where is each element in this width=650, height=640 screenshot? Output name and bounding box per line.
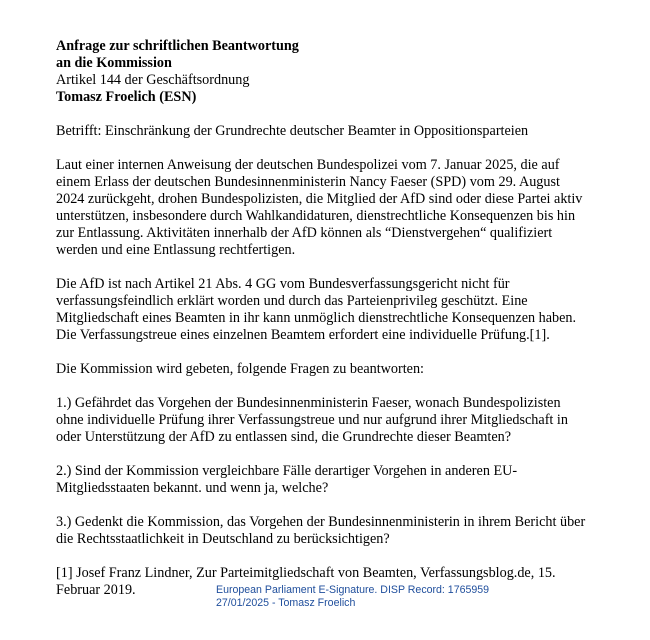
paragraph-1 — [56, 157, 616, 259]
footnote-line: [1] Josef Franz Lindner, Zur Parteimitgliedschaft von Beamten, Verfassungsblog.de, 15. — [56, 565, 556, 581]
question-3-line: 3.) Gedenkt die Kommission, das Vorgehen der Bundesinnenministerin in ihrem Bericht über — [56, 514, 586, 530]
header-rule-reference: Artikel 144 der Geschäftsordnung — [56, 72, 250, 88]
header-line-1: Anfrage zur schriftlichen Beantwortung — [56, 38, 299, 54]
document-body — [56, 38, 616, 599]
question-3 — [56, 514, 616, 548]
paragraph-2 — [56, 276, 616, 344]
paragraph-2-line: verfassungsfeindlich erklärt worden und durch das Parteienprivileg geschützt. Eine — [56, 293, 528, 309]
questions-intro-text: Die Kommission wird gebeten, folgende Fragen zu beantworten: — [56, 361, 424, 377]
header-line-2: an die Kommission — [56, 55, 172, 71]
subject-text: Betrifft: Einschränkung der Grundrechte deutscher Beamter in Oppositionsparteien — [56, 123, 529, 139]
paragraph-1-line: unterstützen, insbesondere durch Wahlkandidaturen, dienstrechtliche Konsequenzen bis hin — [56, 208, 576, 224]
e-signature-stamp — [216, 584, 489, 610]
paragraph-1-line: 2024 zurückgeht, drohen Bundespolizisten, die Mitglied der AfD sind oder diese Partei aktiv — [56, 191, 583, 207]
subject-line — [56, 123, 616, 140]
paragraph-2-line: Die Verfassungstreue eines einzelnen Beamtem erfordert eine individuelle Prüfung.[1]. — [56, 327, 550, 343]
paragraph-1-line: zur Entlassung. Aktivitäten innerhalb der AfD können als “Dienstvergehen“ qualifiziert — [56, 225, 553, 241]
paragraph-1-line: Laut einer internen Anweisung der deutschen Bundespolizei vom 7. Januar 2025, die auf — [56, 157, 560, 173]
paragraph-2-line: Die AfD ist nach Artikel 21 Abs. 4 GG vom Bundesverfassungsgericht nicht für — [56, 276, 510, 292]
author-name: Tomasz Froelich (ESN) — [56, 89, 197, 105]
e-signature-record: European Parliament E-Signature. DISP Record: 1765959 — [216, 584, 490, 596]
document-header — [56, 38, 616, 106]
question-1-line: oder Unterstützung der AfD zu entlassen sind, die Grundrechte dieser Beamten? — [56, 429, 512, 445]
question-1-line: ohne individuelle Prüfung ihrer Verfassungstreue und nur aufgrund ihrer Mitgliedschaft in — [56, 412, 568, 428]
e-signature-date: 27/01/2025 - Tomasz Froelich — [216, 597, 356, 609]
paragraph-1-line: werden und eine Entlassung rechtfertigen. — [56, 242, 296, 258]
paragraph-2-line: Mitgliedschaft eines Beamten in ihr kann unmöglich dienstrechtliche Konsequenzen haben. — [56, 310, 577, 326]
paragraph-1-line: einem Erlass der deutschen Bundesinnenministerin Nancy Faeser (SPD) vom 29. August — [56, 174, 560, 190]
question-1 — [56, 395, 616, 446]
question-2-line: 2.) Sind der Kommission vergleichbare Fälle derartiger Vorgehen in anderen EU- — [56, 463, 518, 479]
footnote-line: Februar 2019. — [56, 582, 136, 598]
question-2-line: Mitgliedsstaaten bekannt. und wenn ja, welche? — [56, 480, 329, 496]
question-1-line: 1.) Gefährdet das Vorgehen der Bundesinnenministerin Faeser, wonach Bundespolizisten — [56, 395, 561, 411]
question-3-line: die Rechtsstaatlichkeit in Deutschland zu berücksichtigen? — [56, 531, 390, 547]
question-2 — [56, 463, 616, 497]
questions-intro — [56, 361, 616, 378]
